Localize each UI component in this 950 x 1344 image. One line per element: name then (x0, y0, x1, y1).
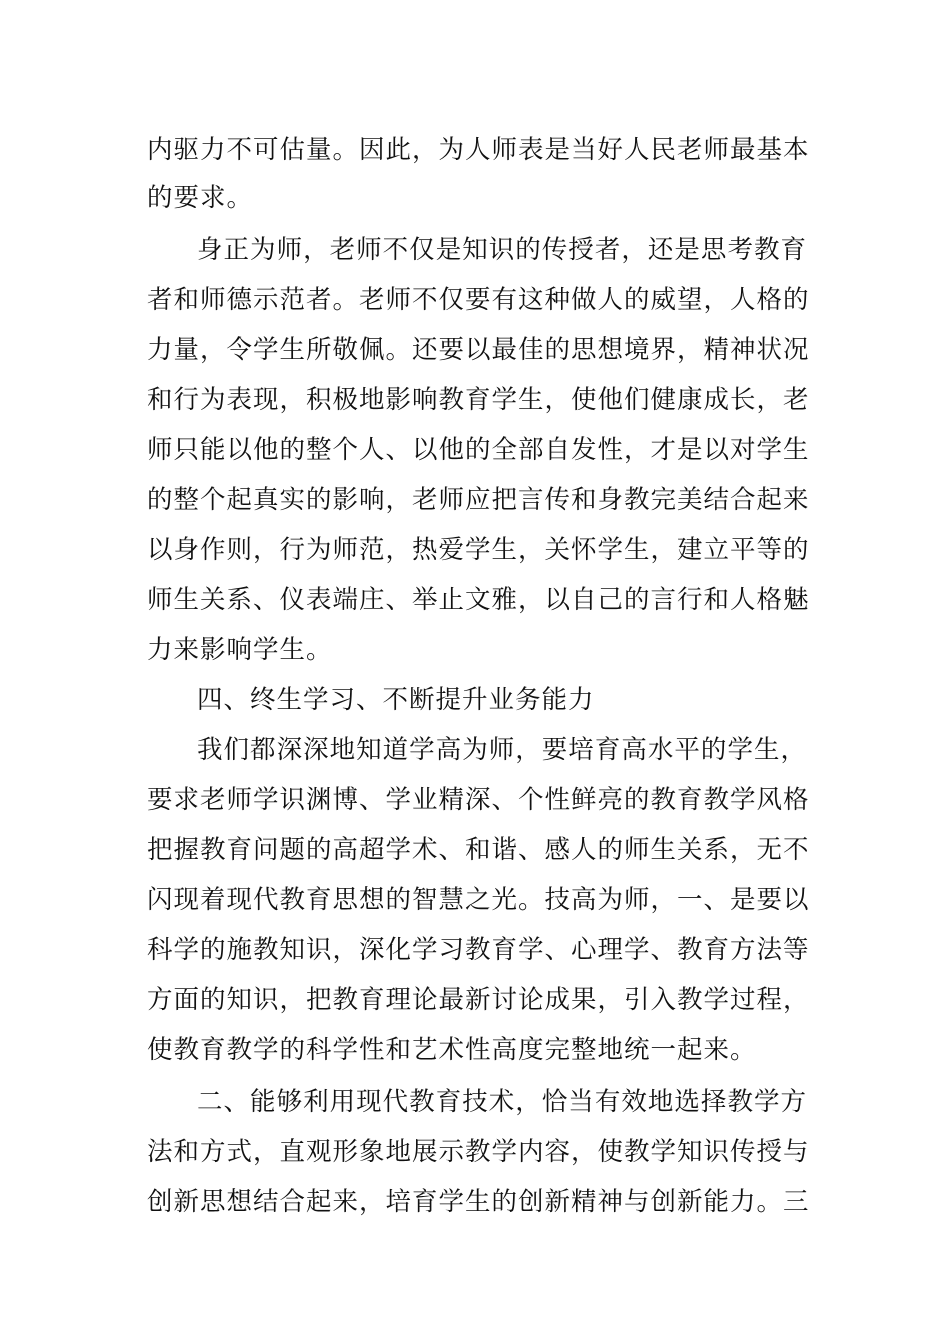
text-line: 和行为表现，积极地影响教育学生，使他们健康成长，老 (147, 385, 810, 415)
text-line: 法和方式，直观形象地展示教学内容，使教学知识传授与 (147, 1137, 810, 1167)
text-line: 方面的知识，把教育理论最新讨论成果，引入教学过程， (147, 985, 810, 1015)
text-line: 力来影响学生。 (147, 635, 333, 665)
text-line: 科学的施教知识，深化学习教育学、心理学、教育方法等 (147, 935, 810, 965)
text-line: 的整个起真实的影响，老师应把言传和身教完美结合起来 (147, 485, 810, 515)
text-line: 力量，令学生所敬佩。还要以最佳的思想境界，精神状况 (147, 335, 810, 365)
text-line: 以身作则，行为师范，热爱学生，关怀学生，建立平等的 (147, 535, 810, 565)
text-line: 把握教育问题的高超学术、和谐、感人的师生关系，无不 (147, 835, 810, 865)
text-line: 使教育教学的科学性和艺术性高度完整地统一起来。 (147, 1035, 757, 1065)
text-line: 身正为师，老师不仅是知识的传授者，还是思考教育 (197, 235, 807, 265)
text-line: 内驱力不可估量。因此，为人师表是当好人民老师最基本 (147, 135, 810, 165)
text-line: 我们都深深地知道学高为师，要培育高水平的学生， (197, 735, 807, 765)
section-heading: 四、终生学习、不断提升业务能力 (197, 685, 595, 715)
text-line: 要求老师学识渊博、学业精深、个性鲜亮的教育教学风格 (147, 785, 810, 815)
text-line: 师只能以他的整个人、以他的全部自发性，才是以对学生 (147, 435, 810, 465)
text-line: 者和师德示范者。老师不仅要有这种做人的威望，人格的 (147, 285, 810, 315)
text-line: 师生关系、仪表端庄、举止文雅，以自己的言行和人格魅 (147, 585, 810, 615)
text-line: 二、能够利用现代教育技术，恰当有效地选择教学方 (197, 1087, 807, 1117)
text-line: 的要求。 (147, 183, 254, 213)
text-line: 创新思想结合起来，培育学生的创新精神与创新能力。三 (147, 1187, 810, 1217)
text-line: 闪现着现代教育思想的智慧之光。技高为师，一、是要以 (147, 885, 810, 915)
